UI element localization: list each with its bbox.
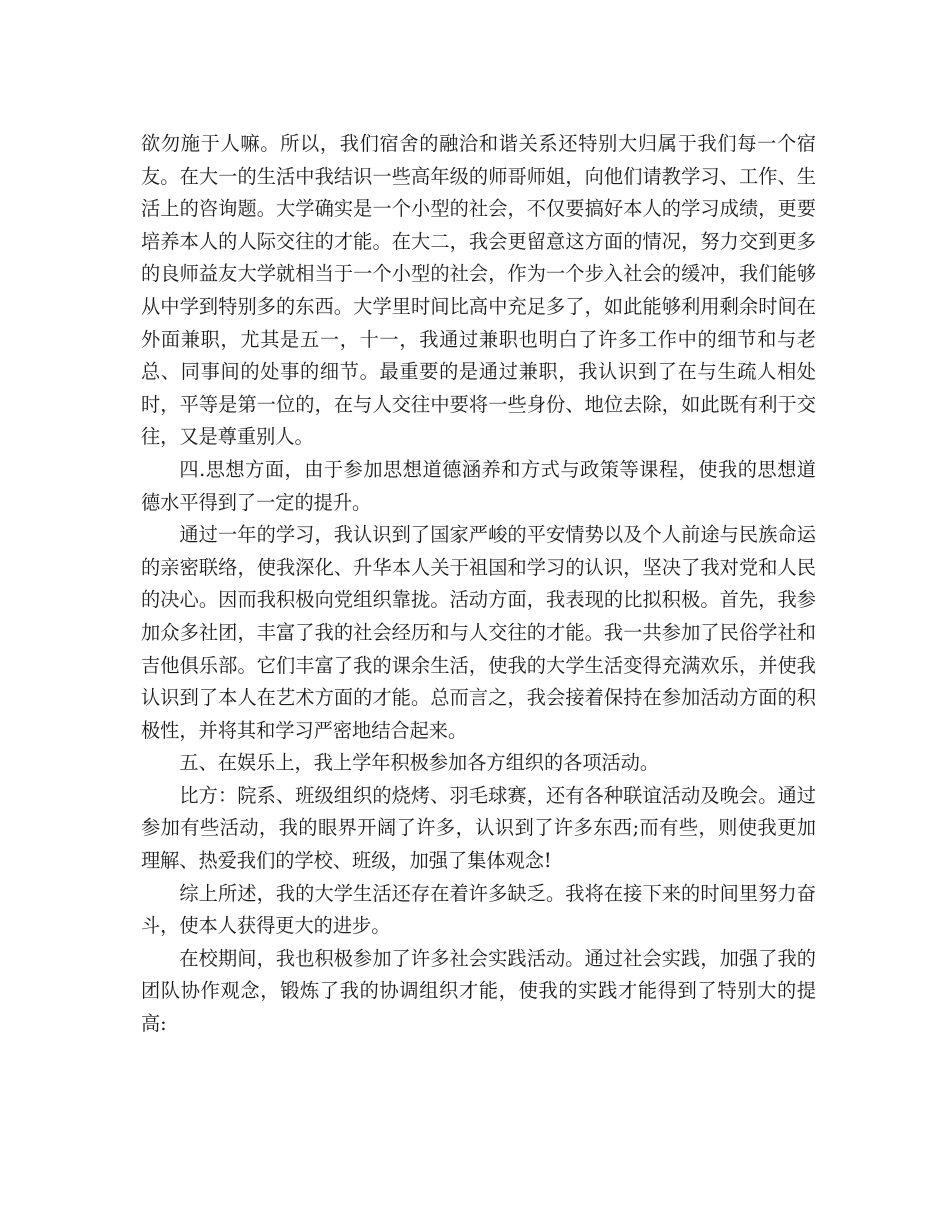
paragraph-5: 比方：院系、班级组织的烧烤、羽毛球赛，还有各种联谊活动及晚会。通过参加有些活动，我的眼界开阔了许多，认识到了许多东西;而有些，则使我更加理解、热爱我们的学校、班级，加强了集体观念! (141, 783, 816, 873)
paragraph-3: 通过一年的学习，我认识到了国家严峻的平安情势以及个人前途与民族命运的亲密联络，使我深化、升华本人关于祖国和学习的认识，坚决了我对党和人民的决心。因而我积极向党组织靠拢。活动方面，我表现的比拟积极。首先，我参加众多社团，丰富了我的社会经历和与人交往的才能。我一共参加了民俗学社和吉他俱乐部。它们丰富了我的课余生活，使我的大学生活变得充满欢乐，并使我认识到了本人在艺术方面的才能。总而言之，我会接着保持在参加活动方面的积极性，并将其和学习严密地结合起来。 (141, 523, 816, 742)
paragraph-7: 在校期间，我也积极参加了许多社会实践活动。通过社会实践，加强了我的团队协作观念，锻炼了我的协调组织才能，使我的实践才能得到了特别大的提高: (141, 946, 816, 1036)
paragraph-2: 四.思想方面，由于参加思想道德涵养和方式与政策等课程，使我的思想道德水平得到了一定的提升。 (141, 457, 816, 514)
document-body (141, 128, 816, 1041)
paragraph-6: 综上所述，我的大学生活还存在着许多缺乏。我将在接下来的时间里努力奋斗，使本人获得更大的进步。 (141, 881, 816, 938)
paragraph-1: 欲勿施于人嘛。所以，我们宿舍的融洽和谐关系还特别大归属于我们每一个宿友。在大一的生活中我结识一些高年级的师哥师姐，向他们请教学习、工作、生活上的咨询题。大学确实是一个小型的社会，不仅要搞好本人的学习成绩，更要培养本人的人际交往的才能。在大二，我会更留意这方面的情况，努力交到更多的良师益友大学就相当于一个小型的社会，作为一个步入社会的缓冲，我们能够从中学到特别多的东西。大学里时间比高中充足多了，如此能够利用剩余时间在外面兼职，尤其是五一，十一，我通过兼职也明白了许多工作中的细节和与老总、同事间的处事的细节。最重要的是通过兼职，我认识到了在与生疏人相处时，平等是第一位的，在与人交往中要将一些身份、地位去除，如此既有利于交往，又是尊重别人。 (141, 132, 816, 449)
paragraph-4: 五、在娱乐上，我上学年积极参加各方组织的各项活动。 (179, 751, 660, 775)
